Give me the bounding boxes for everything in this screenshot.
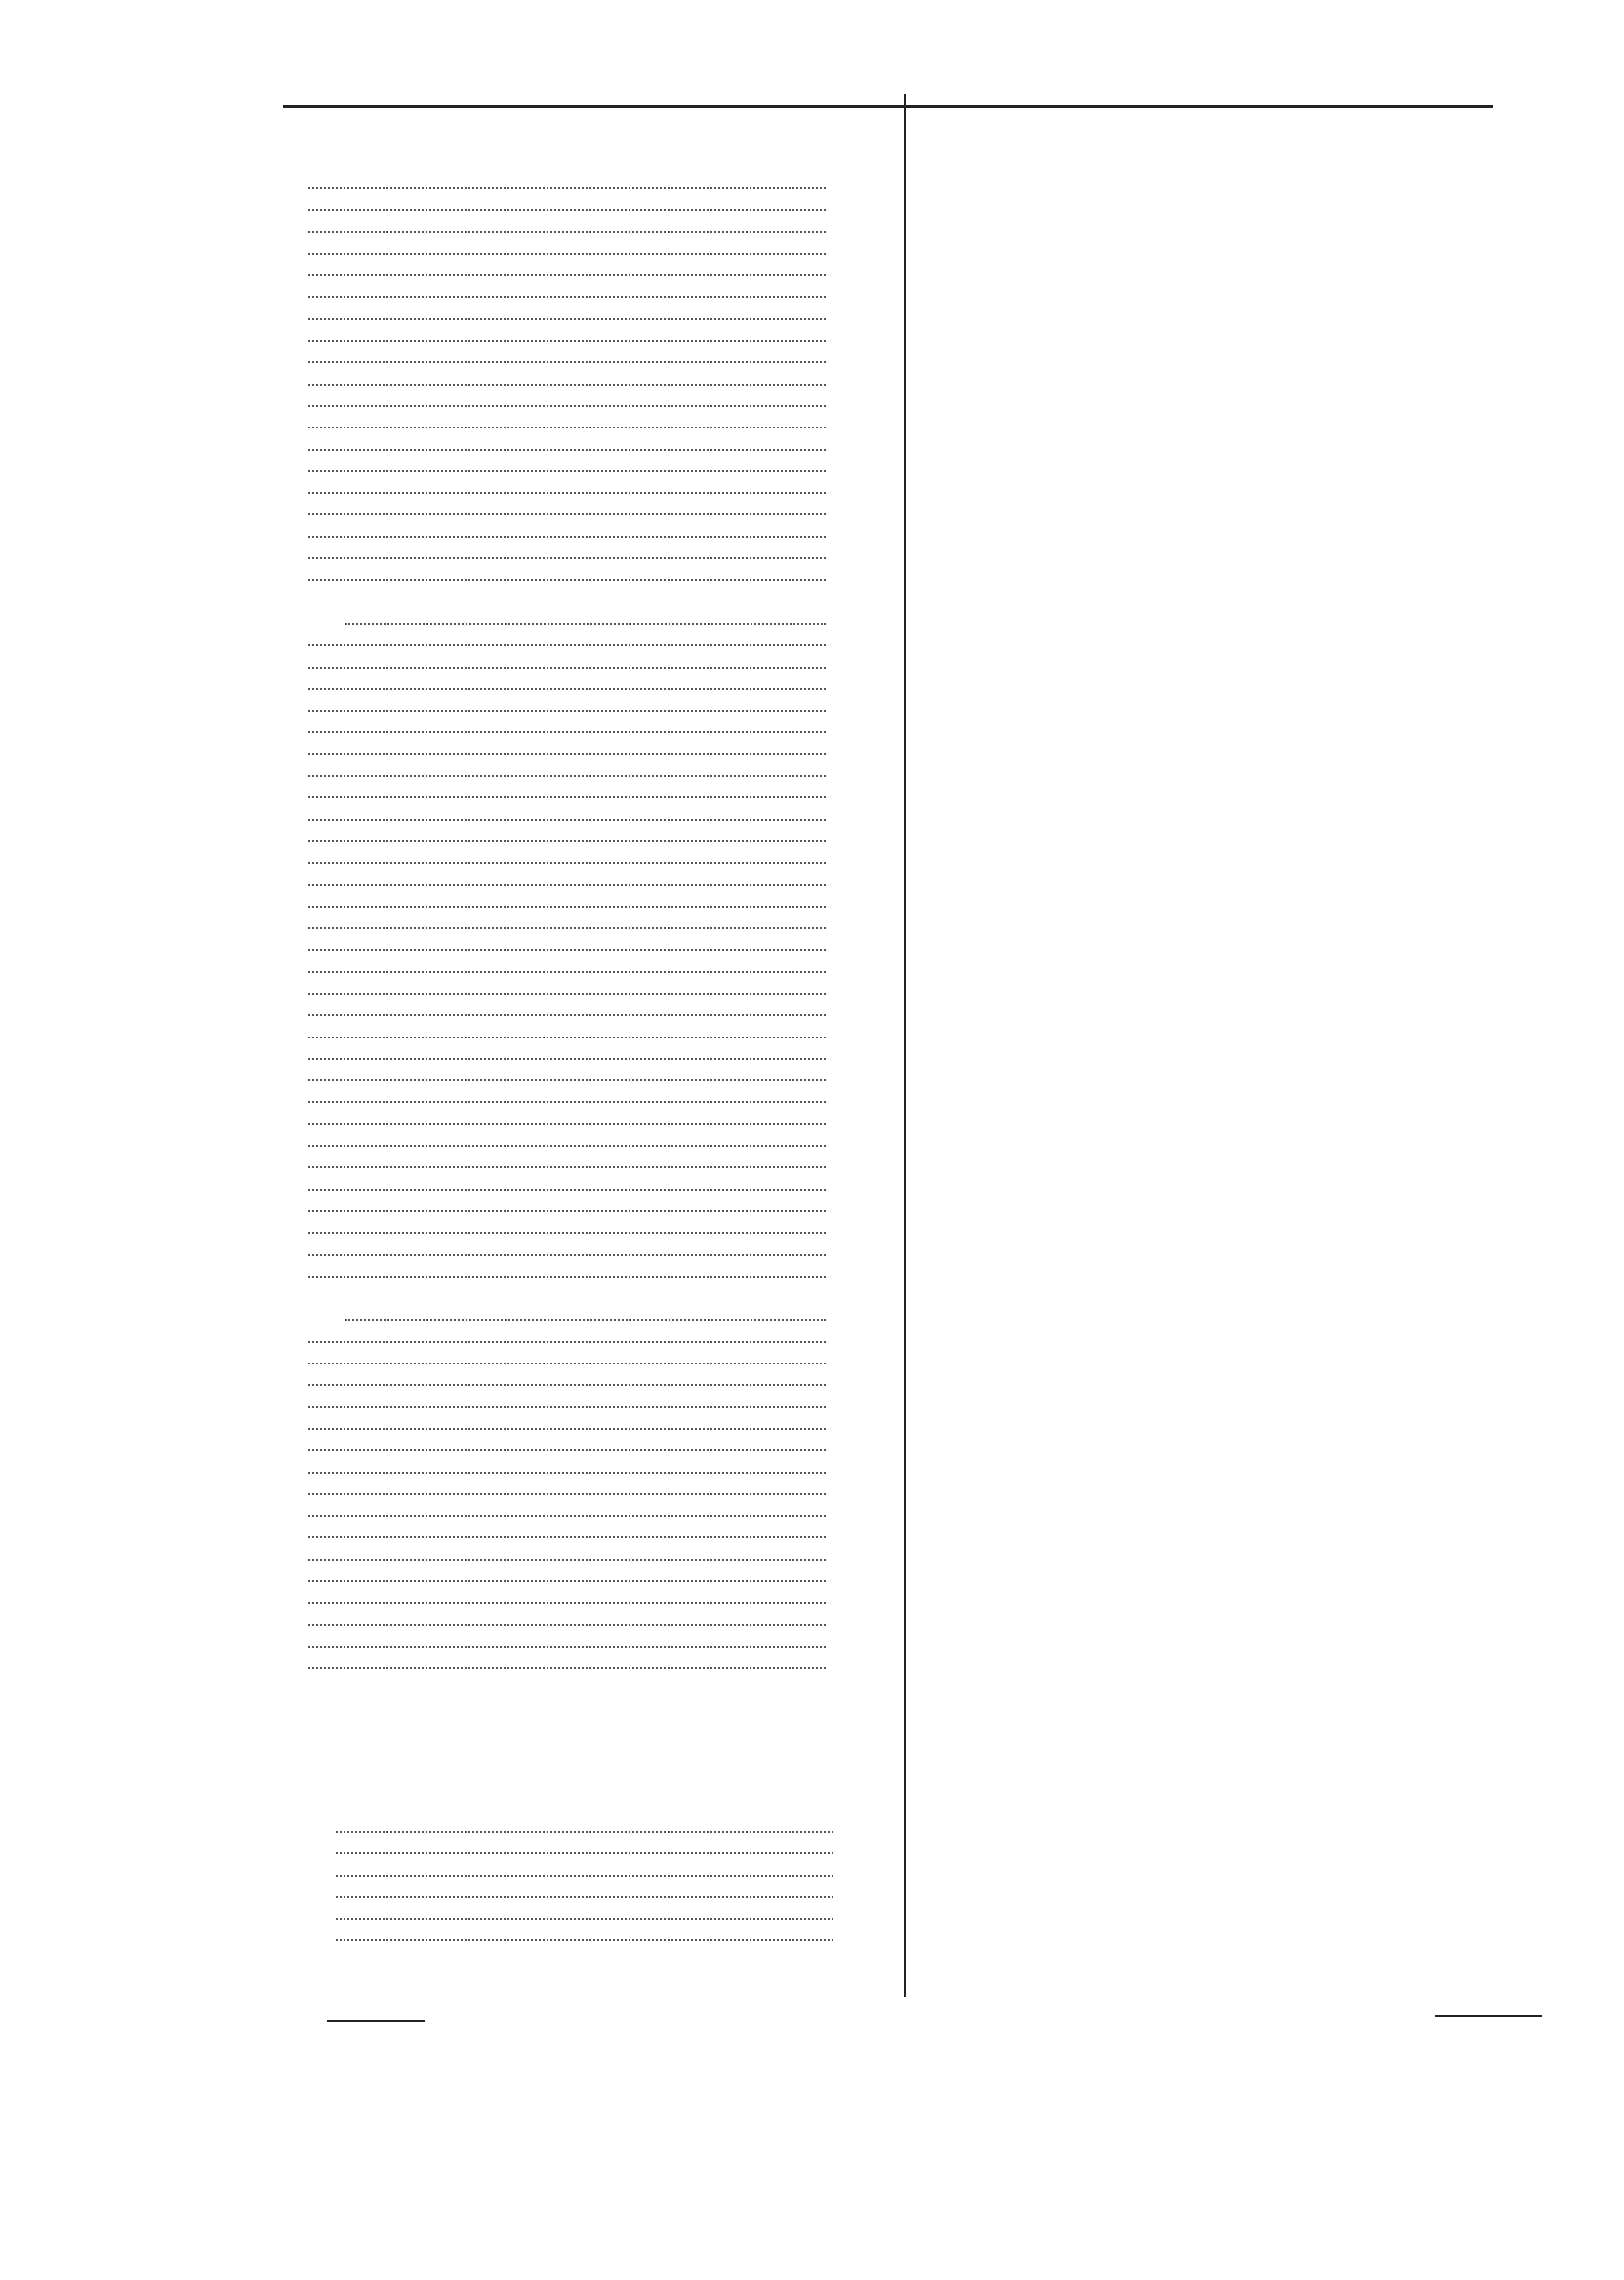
leader-dots — [308, 449, 826, 451]
index-entry — [304, 557, 917, 579]
leader-dots — [308, 1580, 826, 1582]
index-entry — [304, 906, 917, 927]
leader-dots — [308, 470, 826, 472]
index-entry — [304, 993, 917, 1014]
index-entry — [304, 296, 917, 317]
index-entry — [304, 1363, 917, 1384]
leader-dots — [308, 384, 826, 386]
index-entry — [304, 710, 917, 731]
index-entry — [304, 513, 917, 535]
index-entry — [304, 1515, 917, 1536]
index-entry — [304, 361, 917, 383]
leader-dots — [308, 667, 826, 669]
leader-dots — [308, 1210, 826, 1212]
leader-dots — [308, 1123, 826, 1125]
leader-dots — [308, 536, 826, 538]
section-letter — [332, 1737, 925, 1831]
leader-dots — [308, 1646, 826, 1648]
leader-dots — [308, 644, 826, 646]
index-entry — [304, 840, 917, 862]
index-entry — [304, 688, 917, 710]
leader-dots — [308, 1384, 826, 1386]
leader-dots — [308, 557, 826, 559]
leader-dots — [308, 796, 826, 798]
leader-dots — [308, 296, 826, 298]
index-entry — [304, 1580, 917, 1602]
index-entry — [304, 1667, 917, 1689]
index-entry — [304, 536, 917, 557]
leader-dots — [308, 949, 826, 951]
index-entry — [304, 1472, 917, 1493]
index-entry — [304, 884, 917, 906]
index-entry-continuation — [304, 623, 917, 644]
index-entry — [332, 1831, 925, 1852]
leader-dots — [308, 209, 826, 211]
leader-dots — [308, 840, 826, 842]
index-entry — [304, 209, 917, 230]
leader-dots — [308, 884, 826, 886]
index-entry — [304, 775, 917, 796]
index-entry — [304, 1428, 917, 1449]
leader-dots — [308, 492, 826, 494]
leader-dots — [308, 405, 826, 407]
index-entry — [304, 1232, 917, 1253]
index-entry — [304, 318, 917, 340]
leader-dots — [308, 253, 826, 255]
index-entry — [304, 1145, 917, 1166]
index-entry — [304, 253, 917, 274]
section-g — [304, 94, 917, 1689]
leader-dots — [308, 1145, 826, 1147]
leader-dots — [308, 1189, 826, 1191]
leader-dots — [308, 187, 826, 189]
leader-dots — [308, 927, 826, 929]
leader-dots — [308, 1406, 826, 1408]
leader-dots — [308, 731, 826, 733]
index-entry — [304, 449, 917, 470]
index-entry — [304, 1646, 917, 1667]
index-entry — [304, 579, 917, 600]
leader-dots — [336, 1875, 833, 1877]
leader-dots — [308, 1363, 826, 1364]
index-entry — [304, 753, 917, 775]
index-entry — [304, 1624, 917, 1646]
leader-dots — [308, 862, 826, 864]
leader-dots — [336, 1852, 833, 1854]
index-entry — [304, 187, 917, 209]
leader-dots — [308, 274, 826, 276]
leader-dots — [308, 427, 826, 428]
index-entry — [304, 1493, 917, 1515]
index-entry — [304, 492, 917, 513]
leader-dots — [308, 579, 826, 581]
leader-dots — [308, 1058, 826, 1060]
index-entry — [304, 667, 917, 688]
index-entry — [304, 1254, 917, 1276]
index-entry — [304, 1536, 917, 1558]
index-entry — [304, 1297, 917, 1319]
index-entry — [332, 1939, 925, 1961]
index-entry — [304, 1123, 917, 1145]
index-entry — [332, 1875, 925, 1896]
index-entry — [304, 1341, 917, 1363]
index-entry — [304, 1384, 917, 1405]
footer-rule-left — [327, 2020, 425, 2022]
leader-dots — [336, 1918, 833, 1920]
index-entry — [304, 819, 917, 840]
index-entry — [304, 1602, 917, 1623]
leader-dots — [336, 1939, 833, 1941]
index-entry — [304, 1101, 917, 1122]
index-entry — [304, 470, 917, 492]
section-h — [332, 1737, 925, 1962]
index-entry — [304, 644, 917, 666]
leader-dots — [336, 1831, 833, 1833]
leader-dots — [308, 688, 826, 690]
leader-dots — [308, 993, 826, 995]
index-entry — [304, 231, 917, 253]
footer-rule-right — [1435, 2015, 1542, 2017]
index-entry — [304, 949, 917, 970]
leader-dots — [308, 513, 826, 515]
index-entry — [304, 927, 917, 949]
index-entry — [304, 1058, 917, 1079]
index-entry — [304, 1079, 917, 1101]
leader-dots — [308, 1449, 826, 1451]
index-entry — [304, 1210, 917, 1232]
index-entry — [304, 1276, 917, 1297]
index-entry — [304, 384, 917, 405]
index-entry — [304, 1189, 917, 1210]
index-entry — [304, 427, 917, 448]
index-entry — [304, 1037, 917, 1058]
index-entry — [304, 601, 917, 623]
index-entry — [332, 1896, 925, 1918]
leader-dots — [308, 1254, 826, 1256]
leader-dots — [308, 1037, 826, 1038]
leader-dots — [308, 710, 826, 712]
index-entry — [304, 1449, 917, 1471]
leader-dots — [308, 906, 826, 908]
leader-dots — [308, 1079, 826, 1081]
leader-dots — [308, 753, 826, 755]
index-entry — [304, 862, 917, 883]
leader-dots — [308, 318, 826, 320]
index-entry — [304, 731, 917, 753]
index-entry — [304, 1559, 917, 1580]
leader-dots — [308, 1276, 826, 1278]
section-letter — [304, 94, 917, 187]
leader-dots — [345, 623, 826, 625]
index-entry — [304, 796, 917, 818]
leader-dots — [308, 340, 826, 342]
index-entry-continuation — [304, 1319, 917, 1340]
leader-dots — [308, 1428, 826, 1430]
leader-dots — [336, 1896, 833, 1898]
leader-dots — [308, 1515, 826, 1517]
leader-dots — [308, 1602, 826, 1604]
leader-dots — [308, 1559, 826, 1561]
leader-dots — [308, 1166, 826, 1168]
leader-dots — [345, 1319, 826, 1321]
leader-dots — [308, 971, 826, 973]
leader-dots — [308, 1232, 826, 1234]
index-entry — [332, 1852, 925, 1874]
leader-dots — [308, 1536, 826, 1538]
leader-dots — [308, 231, 826, 233]
leader-dots — [308, 1472, 826, 1474]
leader-dots — [308, 1493, 826, 1495]
leader-dots — [308, 1624, 826, 1626]
index-entry — [332, 1918, 925, 1939]
index-entry — [304, 971, 917, 993]
leader-dots — [308, 775, 826, 777]
footer — [322, 2006, 1542, 2033]
leader-dots — [308, 819, 826, 821]
leader-dots — [308, 1014, 826, 1016]
leader-dots — [308, 1341, 826, 1343]
index-entry — [304, 1014, 917, 1036]
index-entry — [304, 405, 917, 427]
index-entry — [304, 1166, 917, 1188]
leader-dots — [308, 1667, 826, 1669]
index-entry — [304, 340, 917, 361]
index-entry — [304, 1406, 917, 1428]
leader-dots — [308, 1101, 826, 1103]
index-entry — [304, 274, 917, 296]
leader-dots — [308, 361, 826, 363]
